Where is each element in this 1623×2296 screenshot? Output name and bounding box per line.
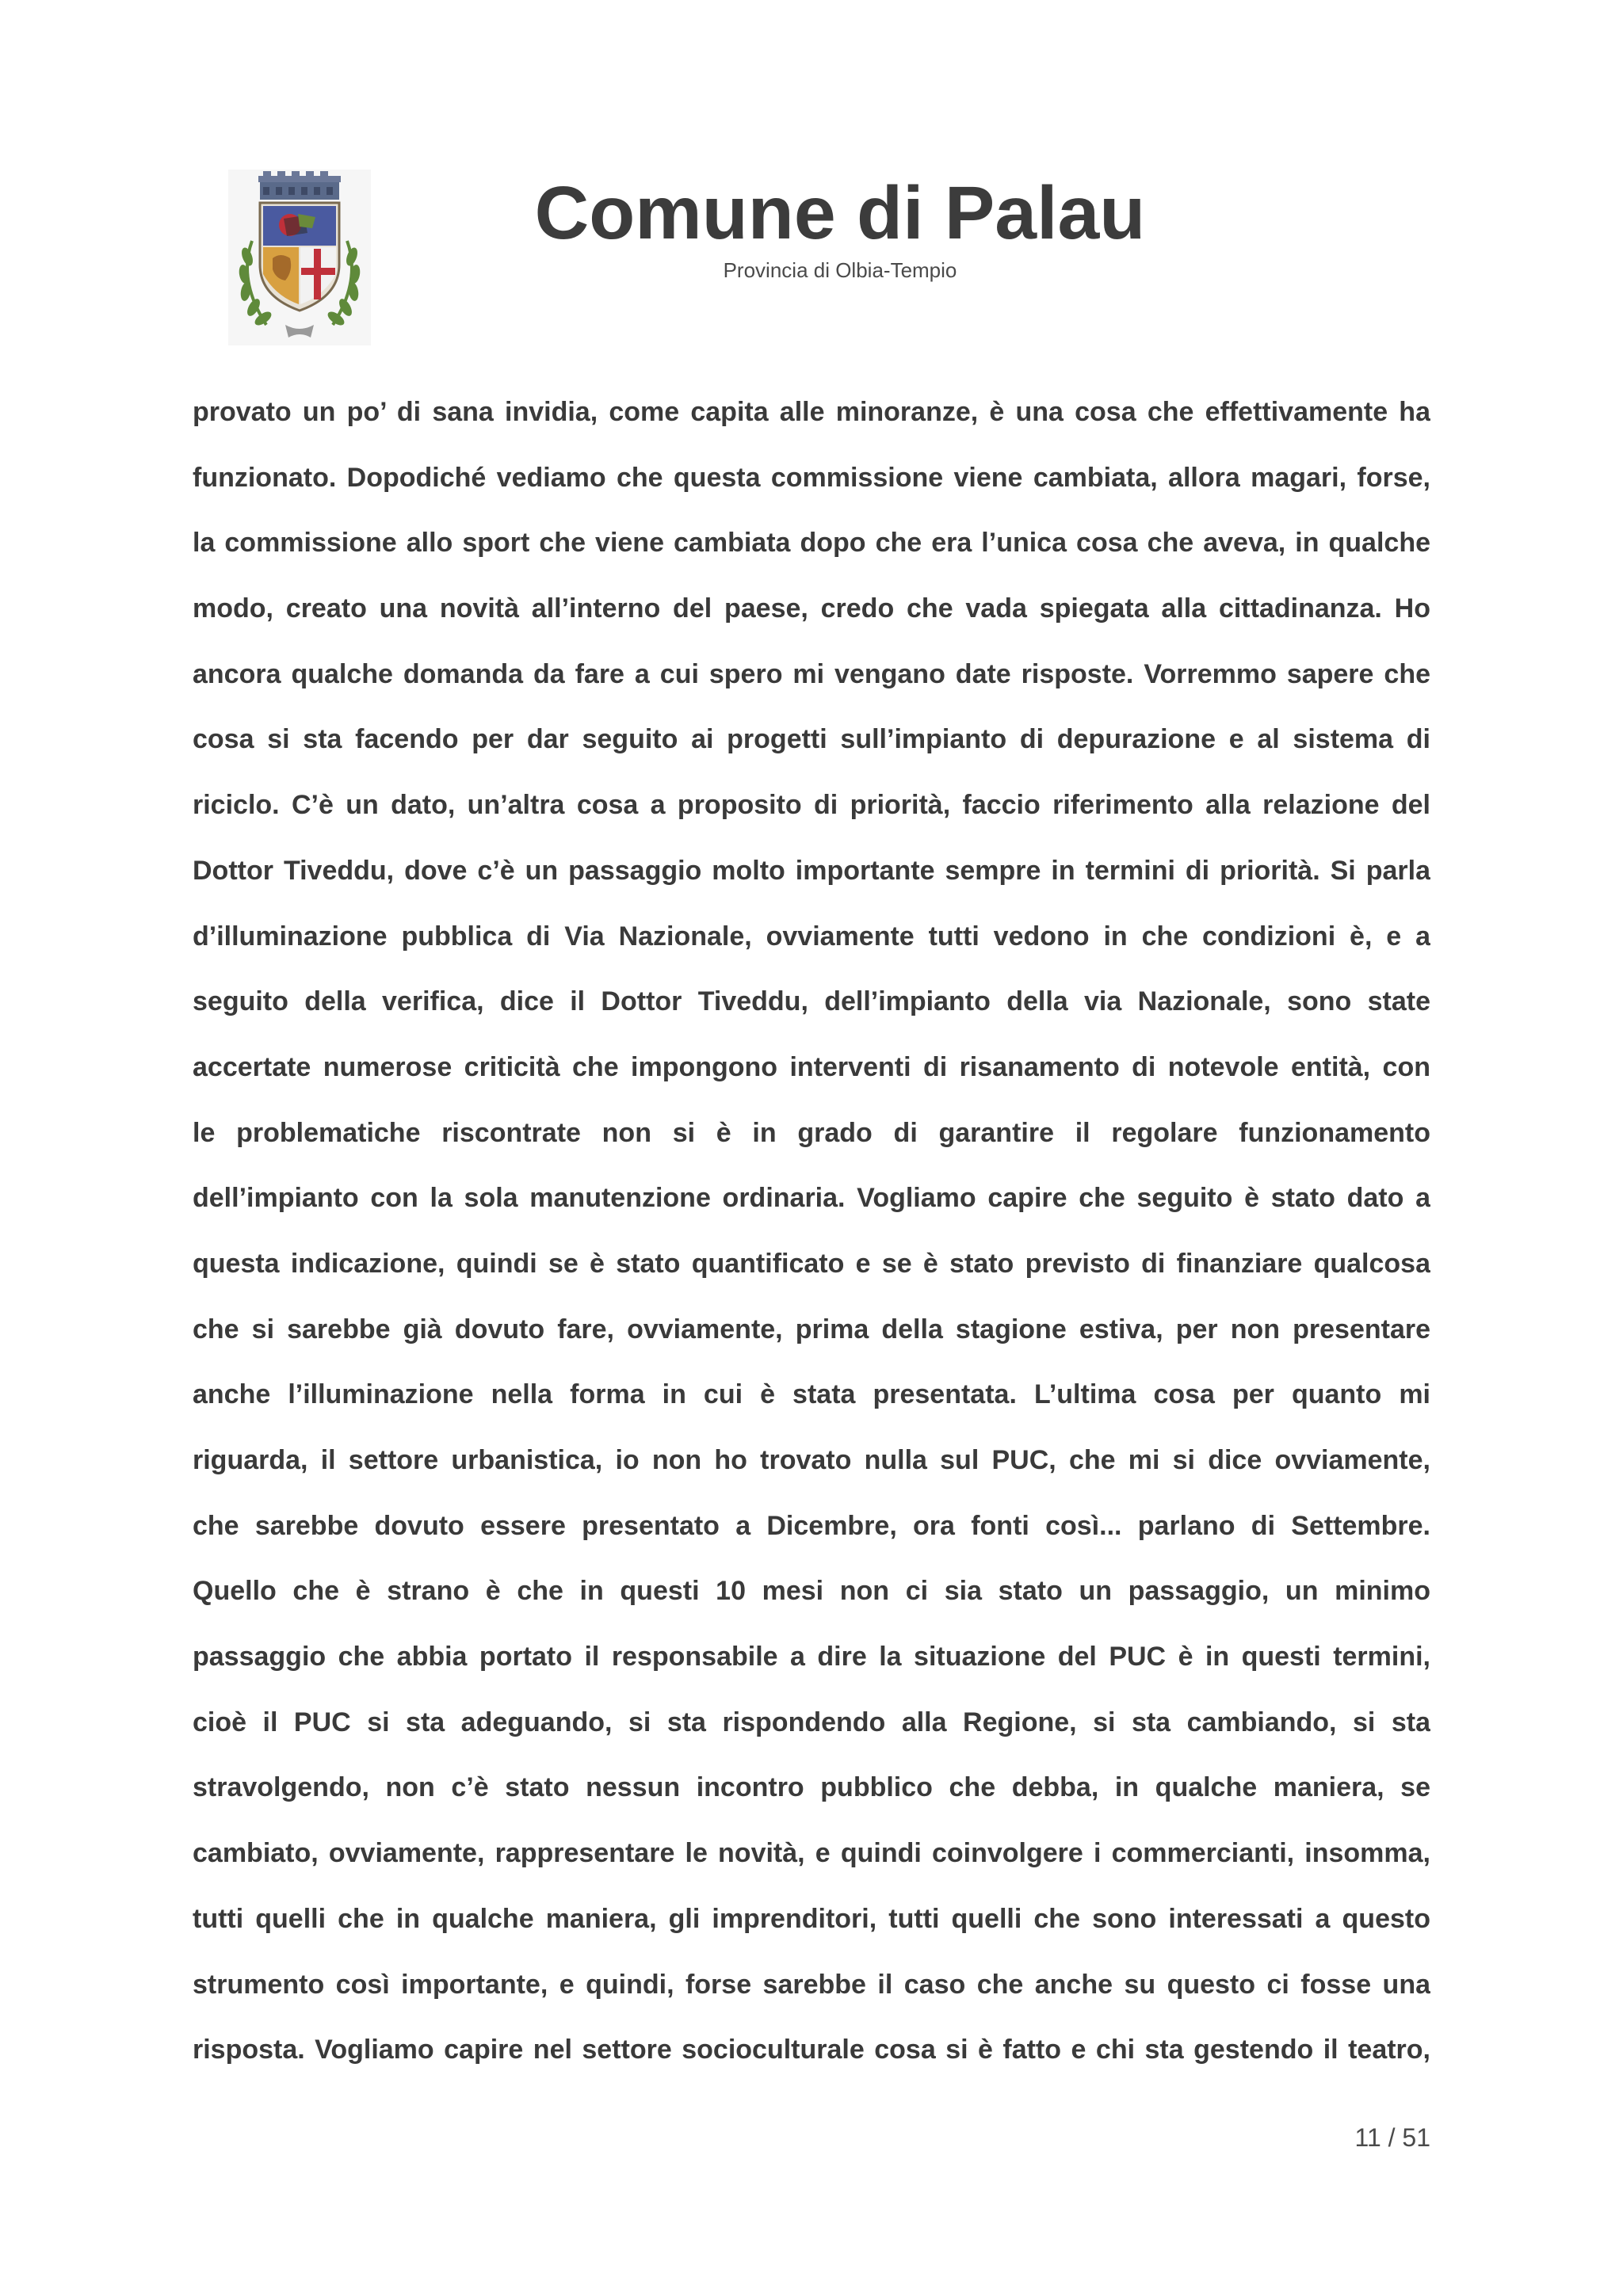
text-line: questa indicazione, quindi se è stato quantificato e se è stato previsto di finanziare qualcosa bbox=[193, 1248, 1430, 1279]
text-line: Quello che è strano è che in questi 10 mesi non ci sia stato un passaggio, un minimo bbox=[193, 1576, 1430, 1607]
text-line: le problematiche riscontrate non si è in grado di garantire il regolare funzionamento bbox=[193, 1117, 1430, 1148]
text-line: stravolgendo, non c’è stato nessun incontro pubblico che debba, in qualche maniera, se bbox=[193, 1772, 1430, 1803]
text-line: risposta. Vogliamo capire nel settore socioculturale cosa si è fatto e chi sta gestendo il teatro, bbox=[193, 2035, 1430, 2065]
text-line: cosa si sta facendo per dar seguito ai progetti sull’impianto di depurazione e al sistema di bbox=[193, 724, 1430, 755]
body-text bbox=[193, 389, 1430, 2092]
text-line: che sarebbe dovuto essere presentato a Dicembre, ora fonti così... parlano di Settembre. bbox=[193, 1510, 1430, 1541]
text-line: tutti quelli che in qualche maniera, gli imprenditori, tutti quelli che sono interessati a questo bbox=[193, 1903, 1430, 1934]
text-line: ancora qualche domanda da fare a cui spero mi vengano date risposte. Vorremmo sapere che bbox=[193, 658, 1430, 689]
text-line: Dottor Tiveddu, dove c’è un passaggio molto importante sempre in termini di priorità. Si parla bbox=[193, 855, 1430, 886]
text-line: cioè il PUC si sta adeguando, si sta rispondendo alla Regione, si sta cambiando, si sta bbox=[193, 1707, 1430, 1737]
text-line: passaggio che abbia portato il responsabile a dire la situazione del PUC è in questi termini, bbox=[193, 1642, 1430, 1672]
text-line: d’illuminazione pubblica di Via Nazionale, ovviamente tutti vedono in che condizioni è, e a bbox=[193, 921, 1430, 952]
text-line: riguarda, il settore urbanistica, io non ho trovato nulla sul PUC, che mi si dice ovviamente, bbox=[193, 1445, 1430, 1475]
text-line: seguito della verifica, dice il Dottor Tiveddu, dell’impianto della via Nazionale, sono state bbox=[193, 986, 1430, 1017]
page-number: 11 / 51 bbox=[1354, 2123, 1430, 2152]
text-line: dell’impianto con la sola manutenzione ordinaria. Vogliamo capire che seguito è stato dato a bbox=[193, 1183, 1430, 1214]
text-line: riciclo. C’è un dato, un’altra cosa a proposito di priorità, faccio riferimento alla relazione del bbox=[193, 790, 1430, 821]
text-line: cambiato, ovviamente, rappresentare le novità, e quindi coinvolgere i commercianti, insomma, bbox=[193, 1838, 1430, 1869]
text-line: strumento così importante, e quindi, forse sarebbe il caso che anche su questo ci fosse una bbox=[193, 1969, 1430, 2000]
text-line: provato un po’ di sana invidia, come capita alle minoranze, è una cosa che effettivamente ha bbox=[193, 397, 1430, 427]
text-line: modo, creato una novità all’interno del paese, credo che vada spiegata alla cittadinanza. Ho bbox=[193, 593, 1430, 624]
page-subtitle: Provincia di Olbia-Tempio bbox=[723, 258, 957, 282]
text-line: anche l’illuminazione nella forma in cui è stata presentata. L’ultima cosa per quanto mi bbox=[193, 1379, 1430, 1410]
page-header bbox=[0, 0, 1623, 364]
text-line: che si sarebbe già dovuto fare, ovviamente, prima della stagione estiva, per non presentare bbox=[193, 1314, 1430, 1344]
page-title: Comune di Palau bbox=[534, 171, 1146, 255]
text-line: accertate numerose criticità che impongono interventi di risanamento di notevole entità, con bbox=[193, 1051, 1430, 1082]
text-line: funzionato. Dopodiché vediamo che questa commissione viene cambiata, allora magari, forse, bbox=[193, 462, 1430, 493]
text-line: la commissione allo sport che viene cambiata dopo che era l’unica cosa che aveva, in qualche bbox=[193, 528, 1430, 559]
header-title-block bbox=[475, 170, 1205, 282]
coat-of-arms-icon bbox=[228, 170, 371, 345]
